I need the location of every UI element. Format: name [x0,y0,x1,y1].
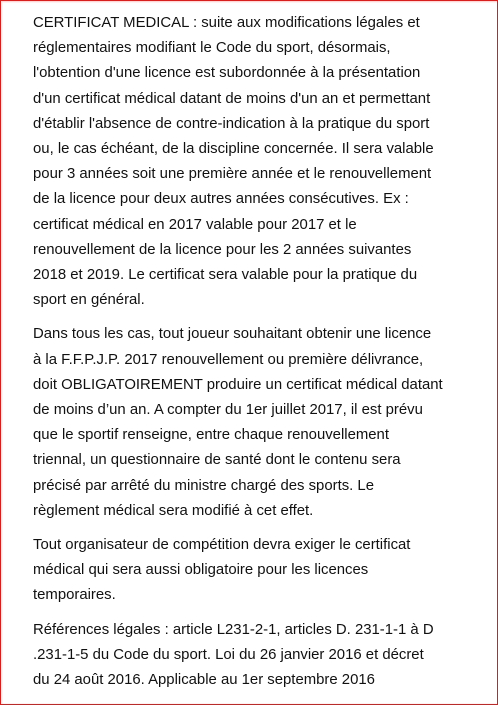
document-body [33,11,479,702]
paragraph-organisateur-competition: Tout organisateur de compétition devra exiger le certificat médical qui sera aussi obligatoire pour les licences temporaires. [33,537,411,604]
paragraph-certificat-medical: CERTIFICAT MEDICAL : suite aux modifications légales et réglementaires modifiant le Code du sport, désormais, l'obtention d'une licence est subordonnée à la présentation d'un certificat médical datant de moins d'un an et permettant d'établir l'absence de contre-indication à la pratique du sport ou, le cas échéant, de la discipline concernée. Il sera valable pour 3 années soit une première année et le renouvellement de la licence pour deux autres années consécutives. Ex : certificat médical en 2017 valable pour 2017 et le renouvellement de la licence pour les 2 années suivantes 2018 et 2019. Le certificat sera valable pour la pratique du sport en général. [33,15,434,309]
paragraph-references-legales: Références légales : article L231-2-1, articles D. 231-1-1 à D .231-1-5 du Code du sport. Loi du 26 janvier 2016 et décret du 24 août 2016. Applicable au 1er septembre 2016 [33,621,434,689]
paragraph-obligation-licence: Dans tous les cas, tout joueur souhaitant obtenir une licence à la F.F.P.J.P. 2017 renouvellement ou première délivrance, doit OBLIGATOIREMENT produire un certificat médical datant de moins d’un an. A compter du 1er juillet 2017, il est prévu que le sportif renseigne, entre chaque renouvellement triennal, un questionnaire de santé dont le contenu sera précisé par arrêté du ministre chargé des sports. Le règlement médical sera modifié à cet effet. [33,326,443,519]
